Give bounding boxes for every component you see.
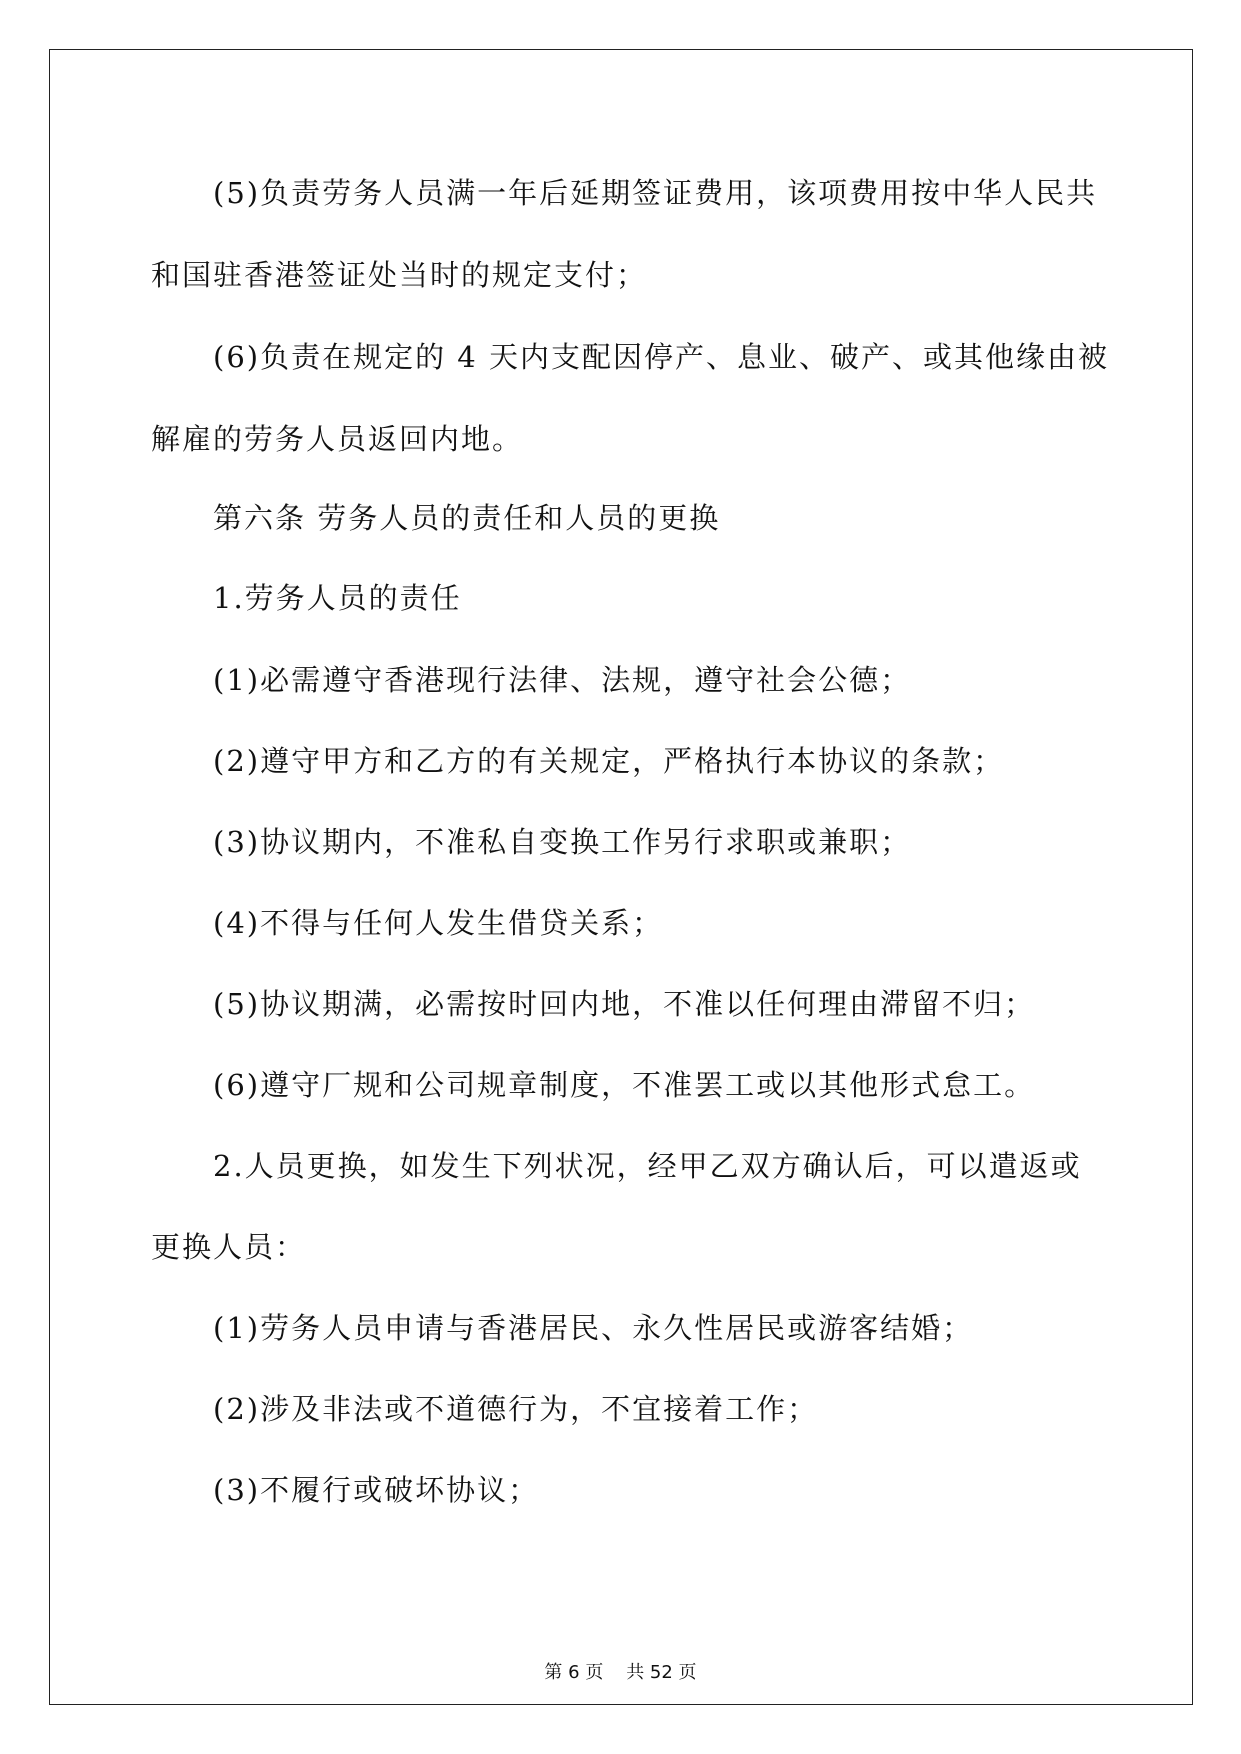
paragraph-line: 和国驻香港签证处当时的规定支付； [151,258,648,292]
list-item: (4)不得与任何人发生借贷关系； [213,906,664,940]
section-heading: 第六条 劳务人员的责任和人员的更换 [213,501,721,535]
list-item: (1)劳务人员申请与香港居民、永久性居民或游客结婚； [213,1311,974,1345]
paragraph-line: 2.人员更换，如发生下列状况，经甲乙双方确认后，可以遣返或 [213,1149,1082,1183]
paragraph-line: 解雇的劳务人员返回内地。 [151,422,524,456]
list-item: (3)协议期内，不准私自变换工作另行求职或兼职； [213,825,912,859]
paragraph-line: 更换人员： [151,1230,307,1264]
subsection-heading: 1.劳务人员的责任 [213,581,462,615]
paragraph-line: (6)负责在规定的 4 天内支配因停产、息业、破产、或其他缘由被 [213,340,1109,374]
list-item: (2)涉及非法或不道德行为，不宜接着工作； [213,1392,819,1426]
list-item: (5)协议期满，必需按时回内地，不准以任何理由滞留不归； [213,987,1036,1021]
list-item: (1)必需遵守香港现行法律、法规，遵守社会公德； [213,663,912,697]
page-border [49,49,1193,1705]
list-item: (6)遵守厂规和公司规章制度，不准罢工或以其他形式怠工。 [213,1068,1036,1102]
paragraph-line: (5)负责劳务人员满一年后延期签证费用，该项费用按中华人民共 [213,176,1098,210]
list-item: (2)遵守甲方和乙方的有关规定，严格执行本协议的条款； [213,744,1005,778]
list-item: (3)不履行或破坏协议； [213,1473,540,1507]
page-footer: 第 6 页 共 52 页 [544,1662,697,1683]
